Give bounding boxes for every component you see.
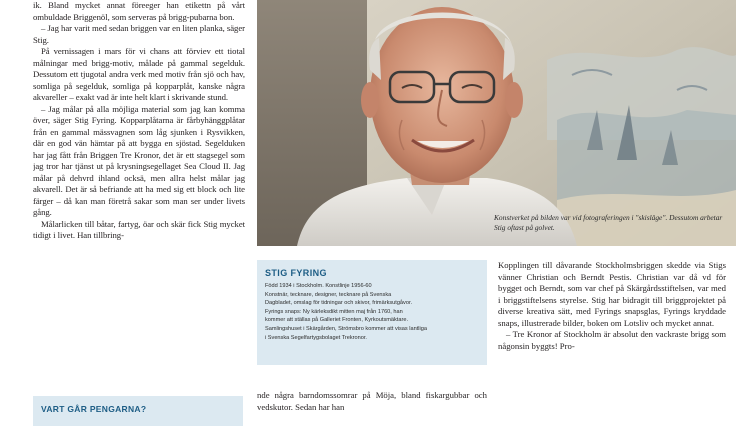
right-paragraph: Kopplingen till dåvarande Stockholmsbriggen skedde via Stigs vänner Christian och Berndt Pestis. Christian var då vd för bygget och Berndt, som var chef på Skärgårdsstiftelsen, var med i briggstiftelsens styrelse. Stig har bidragit till briggprojektet på diverse kreativa sätt, med Fyrings snapsglas, Fyrings kryddade snaps, illustrerade bilder, boken om Lotsliv och mycket annat.	[498, 260, 726, 328]
right-paragraph: – Tre Kronor af Stockholm är absolut den vackraste brigg som någonsin byggts! Pro-	[498, 329, 726, 351]
left-paragraph: – Jag målar på alla möjliga material som jag kan komma över, säger Stig Fyring. Kopparplåtarna är fårbyhänggplåtar från en gammal mässvagnen som låg sjunken i Rysvikken, där en god vän hämtar på att bygga en sjöstad. Segelduken har jag fått från Briggen Tre Kronor, det är ett stagsegel som jag tror har tjänst ut på krysningsegellaget Sea Cloud II. Jag målar på dehvrd ihland ocksä, men allra helst målar jag akvarell. Det är så befriande att ha med sig ett block och lite färger – då kan man företrå sakar som man ser under livets gång.	[33, 103, 245, 217]
middle-paragraph: nde några barndomssomrar på Möja, bland fiskargubbar och vedskutor. Sedan har han	[257, 390, 487, 412]
fact-line: Fyrings snaps: Ny kärleksdikt mitten maj från 1760, han	[265, 308, 403, 315]
photo-caption: Konstverket på bilden var vid fotograferingen i "skisläge". Dessutom arbetar Stig oftast på golvet.	[494, 213, 723, 232]
left-paragraph: – Jag har varit med sedan briggen var en liten planka, säger Stig.	[33, 23, 245, 45]
fact-box-body	[265, 282, 481, 342]
fact-line: Samlingshuset i Skärgården, Strömsbro kommer att visas lantliga	[265, 325, 427, 332]
fact-line: i Svenska Segelfartygsbolaget Trekronor.	[265, 334, 367, 341]
artist-portrait-photo	[257, 0, 736, 246]
pengar-box-heading: VART GÅR PENGARNA?	[41, 404, 147, 414]
middle-article-column	[257, 390, 487, 419]
portrait-illustration	[257, 0, 736, 246]
fact-line: kommer att ställas på Galleriet Fronten, Kyrkoutsmäktare.	[265, 317, 409, 324]
fact-box-heading: STIG FYRING	[265, 268, 327, 278]
stig-fyring-fact-box	[257, 260, 487, 365]
left-paragraph: På vernissagen i mars för vi chans att förviev ett tiotal målningar med brigg-motiv, målade på gammal segelduk. Dessutom ett tjugotal andra verk med motiv från sjö och hav, somliga på segelduk, somliga på kopparplåt, kanske några akvareller – exakt vad är inte helt klart i skrivande stund.	[33, 46, 245, 102]
fact-line: Född 1934 i Stockholm. Konstlinje 1956-60	[265, 283, 372, 289]
pengar-info-box	[33, 396, 243, 426]
right-article-column	[498, 260, 726, 419]
fact-line: Konstnär, tecknare, designer, tecknare på Svenska	[265, 291, 392, 298]
fact-line: Dagbladet, omslag för tidningar och skivor, frimärksutgåvor.	[265, 300, 413, 307]
left-paragraph: Målarlicken till båtar, fartyg, öar och skär fick Stig mycket tidigt i livet. Han tillbring-	[33, 218, 245, 240]
left-article-column	[33, 0, 245, 419]
left-paragraph: ik. Bland mycket annat föreeger han etikettn på vårt ombuldade Briggenöl, som serveras på brigg-pubarna bon.	[33, 0, 245, 22]
